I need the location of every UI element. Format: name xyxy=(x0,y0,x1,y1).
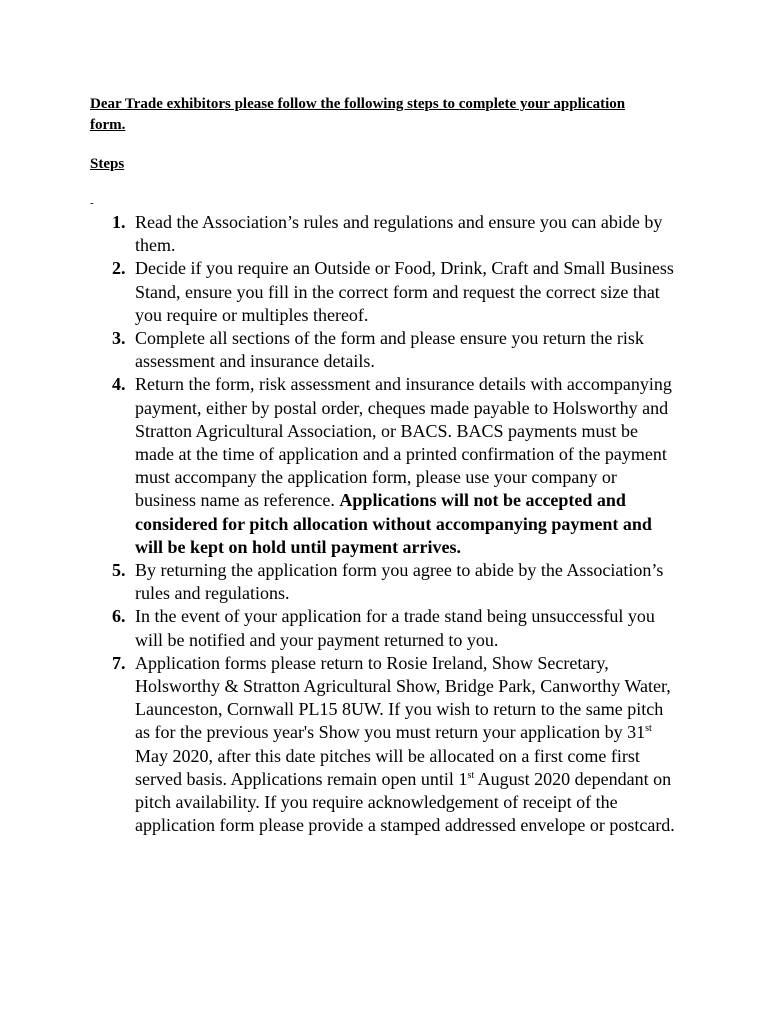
dash-mark: - xyxy=(90,197,94,209)
step-number: 5. xyxy=(112,560,126,581)
step-7 xyxy=(0,652,770,838)
step-2 xyxy=(0,257,770,327)
ordinal-suffix: st xyxy=(467,769,475,781)
step-5 xyxy=(0,559,770,605)
step-text: In the event of your application for a trade stand being unsuccessful you will be notified and your payment returned to you. xyxy=(135,606,655,650)
step-number: 6. xyxy=(112,606,126,627)
step-text: Decide if you require an Outside or Food, Drink, Craft and Small Business Stand, ensure you fill in the correct form and request the correct size that you require or multiples thereof. xyxy=(135,258,674,325)
steps-title: Steps xyxy=(90,156,125,172)
step-text xyxy=(135,374,672,556)
step-1 xyxy=(0,211,770,257)
page-heading: Dear Trade exhibitors please follow the following steps to complete your application form. xyxy=(90,96,626,133)
step-4 xyxy=(0,373,770,559)
step-text: Complete all sections of the form and please ensure you return the risk assessment and insurance details. xyxy=(135,328,644,372)
step-number: 4. xyxy=(112,374,126,395)
step-3 xyxy=(0,327,770,373)
step-text: Read the Association’s rules and regulations and ensure you can abide by them. xyxy=(135,212,663,256)
step-text-bold-notice: Applications will not be accepted and considered for pitch allocation without accompanying payment and will be kept on hold until payment arrives. xyxy=(135,490,652,557)
step-number: 3. xyxy=(112,328,126,349)
step-text xyxy=(135,653,675,835)
step-text-part-a: Application forms please return to Rosie Ireland, Show Secretary, Holsworthy & Stratton Agricultural Show, Bridge Park, Canworthy Water, Launceston, Cornwall PL15 8UW. If you wish to return to the same pitch as for the previous year's Show you must return your application by 31 xyxy=(135,652,671,743)
ordinal-suffix: st xyxy=(645,723,652,735)
step-text-regular: Return the form, risk assessment and insurance details with accompanying payment, either by postal order, cheques made payable to Holsworthy and Stratton Agricultural Association, or BACS. BACS payments must be made at the time of application and a printed confirmation of the payment must accompany the application form, please use your company or business name as reference. xyxy=(135,374,672,511)
step-6 xyxy=(0,605,770,651)
step-text-part-b: May 2020, after this date pitches will be allocated on a first come first served basis. Applications remain open until 1 xyxy=(135,745,640,789)
steps-list xyxy=(0,211,770,837)
step-number: 2. xyxy=(112,258,126,279)
step-text: By returning the application form you agree to abide by the Association’s rules and regulations. xyxy=(135,560,664,604)
step-number: 7. xyxy=(112,652,126,673)
step-number: 1. xyxy=(112,212,126,232)
step-text-part-c: August 2020 dependant on pitch availability. If you require acknowledgement of receipt of the application form please provide a stamped addressed envelope or postcard. xyxy=(135,768,675,836)
